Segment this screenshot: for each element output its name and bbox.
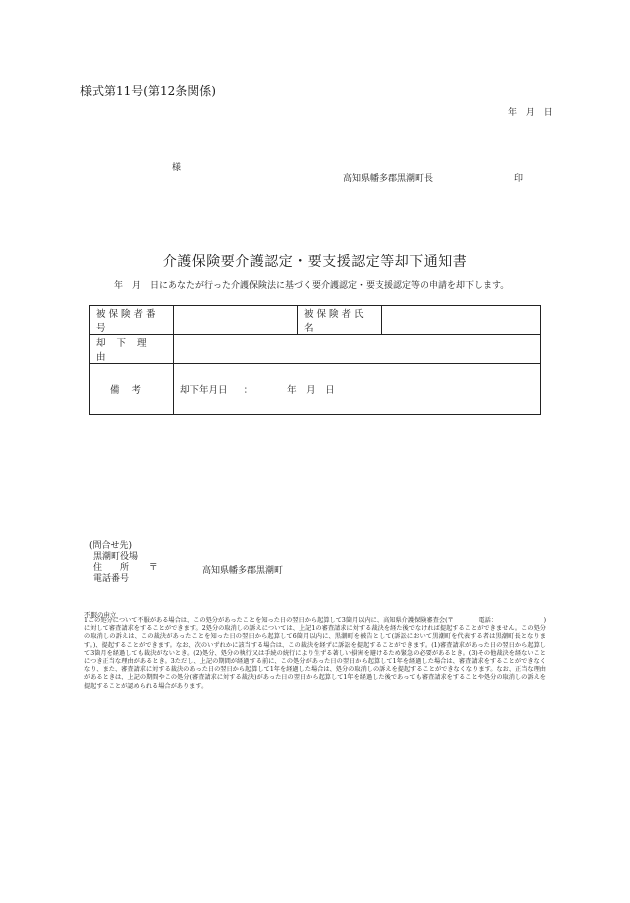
addressee-suffix: 様 <box>172 163 182 173</box>
form-number: 様式第11号(第12条関係) <box>80 84 216 98</box>
table-row <box>90 335 541 364</box>
inquiry-phone-label: 電話番号 <box>93 574 130 584</box>
rejection-date-label: 却下年月日 <box>180 385 228 396</box>
table-row <box>90 364 541 415</box>
reason-field[interactable] <box>174 335 541 364</box>
postal-mark: 〒 <box>148 563 158 573</box>
insured-number-field[interactable] <box>174 306 298 335</box>
inquiry-heading: (問合せ先) <box>89 541 133 551</box>
rejection-date-colon: ： <box>243 385 254 396</box>
table-row <box>90 306 541 335</box>
appeal-notice-text: 1この処分について不服がある場合は、この処分があったことを知った日の翌日から起算して3箇月以内に、高知県介護保険審査会(〒 電話： )に対して審査請求をすることができます。2処分の取消しの訴えについては、上記1の審査請求に対する裁決を経た後でなければ提起することができません。この処分の取消しの訴えは、この裁決があったことを知った日の翌日から起算して6箇月以内に、黒潮町を被告として(訴訟において黒潮町を代表する者は黒潮町長となります。)、提起することができます。なお、次のいずれかに該当する場合は、この裁決を経ずに訴訟を提起することができます。(1)審査請求があった日の翌日から起算して3箇月を経過しても裁決がないとき。(2)処分、処分の執行又は手続の続行により生ずる著しい損害を避けるため緊急の必要があるとき。(3)その他裁決を経ないことにつき正当な理由があるとき。3ただし、上記の期間が経過する前に、この処分があった日の翌日から起算して1年を経過した場合は、審査請求をすることができなくなり、また、審査請求に対する裁決のあった日の翌日から起算して1年を経過した場合は、処分の取消しの訴えを提起することができなくなります。なお、正当な理由があるときは、上記の期間やこの処分(審査請求に対する裁決)があった日の翌日から起算して1年を経過した後であっても審査請求をすることや処分の取消しの訴えを提起することが認められる場合があります。 <box>84 617 546 690</box>
remarks-field[interactable] <box>174 364 541 415</box>
inquiry-address-value: 高知県幡多郡黒潮町 <box>202 566 284 576</box>
rejection-date-value: 年 月 日 <box>287 385 335 396</box>
seal-mark: 印 <box>514 174 524 184</box>
inquiry-office: 黒潮町役場 <box>93 552 139 562</box>
inquiry-block <box>89 541 158 585</box>
application-table <box>89 305 541 415</box>
issue-date: 年 月 日 <box>508 108 553 118</box>
inquiry-address-label: 住 所 <box>93 563 130 573</box>
insured-name-field[interactable] <box>382 306 541 335</box>
intro-text: 年 月 日にあなたが行った介護保険法に基づく要介護認定・要支援認定等の申請を却下します。 <box>114 281 510 291</box>
insured-name-label: 被保険者氏名 <box>298 306 382 335</box>
document-title: 介護保険要介護認定・要支援認定等却下通知書 <box>162 254 468 270</box>
inquiry-address-row <box>89 563 158 574</box>
remarks-label: 備考 <box>90 364 174 415</box>
reason-label: 却下理由 <box>90 335 174 364</box>
insured-number-label: 被保険者番号 <box>90 306 174 335</box>
issuer-name: 高知県幡多郡黒潮町長 <box>343 174 434 184</box>
appeal-heading: 不服の申立 <box>84 611 117 619</box>
